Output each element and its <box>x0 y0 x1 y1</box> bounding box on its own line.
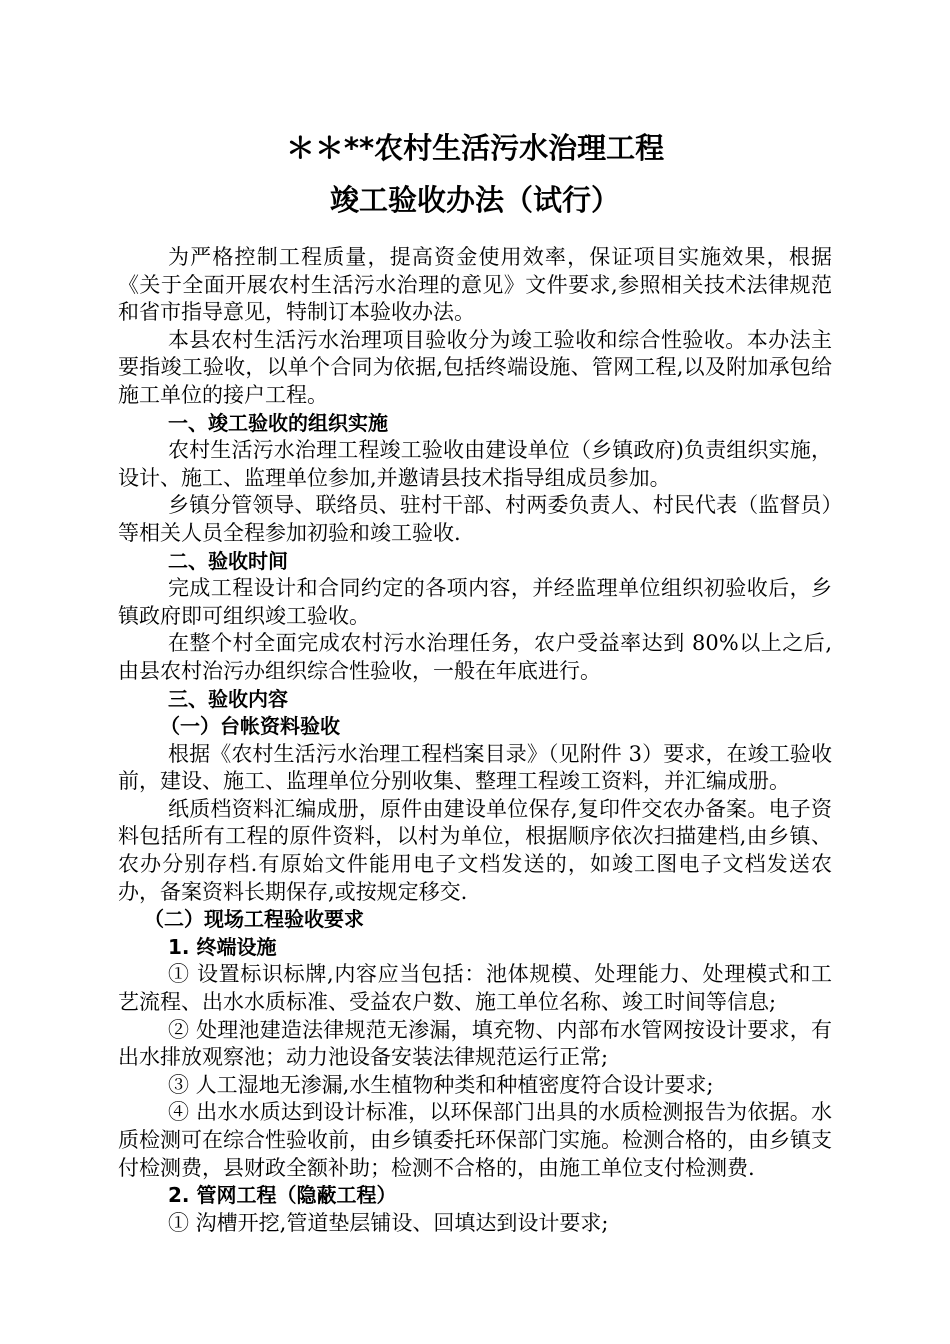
paragraph-scope: 本县农村生活污水治理项目验收分为竣工验收和综合性验收。本办法主要指竣工验收，以单个合同为依据,包括终端设施、管网工程,以及附加承包给施工单位的接户工程。 <box>118 327 832 407</box>
subsection-heading-site: （二）现场工程验收要求 <box>144 907 364 932</box>
list-item-terminal-1: ① 设置标识标牌,内容应当包括：池体规模、处理能力、处理模式和工艺流程、出水水质标准、受益农户数、施工单位名称、竣工时间等信息; <box>118 962 832 1015</box>
paragraph-intro: 为严格控制工程质量，提高资金使用效率，保证项目实施效果，根据《关于全面开展农村生活污水治理的意见》文件要求,参照相关技术法律规范和省市指导意见，特制订本验收办法。 <box>118 245 832 325</box>
list-item-terminal-3: ③ 人工湿地无渗漏,水生植物种类和种植密度符合设计要求; <box>168 1072 714 1097</box>
section-heading-organization: 一、竣工验收的组织实施 <box>168 410 388 435</box>
item-heading-pipe-network: 2. 管网工程（隐蔽工程） <box>168 1183 397 1208</box>
document-subtitle: 竣工验收办法（试行） <box>329 183 620 217</box>
item-heading-terminal: 1. 终端设施 <box>168 934 277 959</box>
list-item-terminal-4: ④ 出水水质达到设计标准，以环保部门出具的水质检测报告为依据。水质检测可在综合性验收前，由乡镇委托环保部门实施。检测合格的，由乡镇支付检测费，县财政全额补助；检测不合格的，由施工单位支付检测费. <box>118 1100 832 1180</box>
paragraph-organization: 农村生活污水治理工程竣工验收由建设单位（乡镇政府)负责组织实施，设计、施工、监理单位参加,并邀请县技术指导组成员参加。 <box>118 438 832 490</box>
paragraph-participants: 乡镇分管领导、联络员、驻村干部、村两委负责人、村民代表（监督员）等相关人员全程参加初验和竣工验收. <box>118 493 832 545</box>
paragraph-records-1: 根据《农村生活污水治理工程档案目录》（见附件 3）要求，在竣工验收前，建设、施工、监理单位分别收集、整理工程竣工资料，并汇编成册。 <box>118 741 832 794</box>
document-body <box>118 244 832 1237</box>
section-heading-content: 三、验收内容 <box>168 686 288 711</box>
paragraph-time-2: 在整个村全面完成农村污水治理任务，农户受益率达到 80%以上之后,由县农村治污办组织综合性验收，一般在年底进行。 <box>118 631 832 683</box>
subsection-heading-records: （一）台帐资料验收 <box>160 714 340 739</box>
list-item-terminal-2: ② 处理池建造法律规范无渗漏，填充物、内部布水管网按设计要求，有出水排放观察池；动力池设备安装法律规范运行正常; <box>118 1017 832 1070</box>
list-item-pipe-1: ① 沟槽开挖,管道垫层铺设、回填达到设计要求; <box>168 1210 609 1235</box>
document-title: ＊＊**农村生活污水治理工程 <box>285 131 665 165</box>
section-heading-time: 二、验收时间 <box>168 548 288 573</box>
paragraph-records-2: 纸质档资料汇编成册，原件由建设单位保存,复印件交农办备案。电子资料包括所有工程的原件资料，以村为单位，根据顺序依次扫描建档,由乡镇、农办分别存档.有原始文件能用电子文档发送的，如竣工图电子文档发送农办，备案资料长期保存,或按规定移交. <box>118 796 832 904</box>
paragraph-time-1: 完成工程设计和合同约定的各项内容，并经监理单位组织初验收后，乡镇政府即可组织竣工验收。 <box>118 576 832 628</box>
